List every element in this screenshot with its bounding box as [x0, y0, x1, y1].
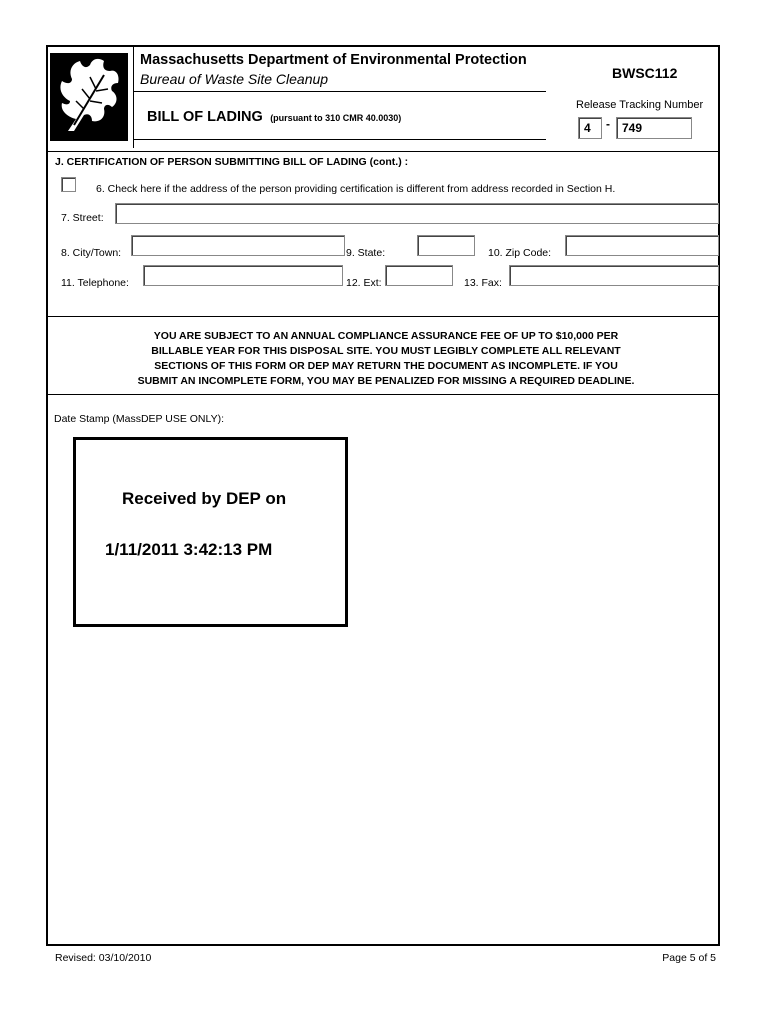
ext-field[interactable]	[385, 265, 453, 286]
fax-field[interactable]	[509, 265, 719, 286]
street-field[interactable]	[115, 203, 719, 224]
date-stamp-label: Date Stamp (MassDEP USE ONLY):	[54, 413, 224, 425]
rtn-region-field[interactable]: 4	[578, 117, 602, 139]
section-divider-notice-bottom	[46, 394, 720, 395]
city-label: 8. City/Town:	[61, 247, 122, 259]
revised-date: Revised: 03/10/2010	[55, 952, 152, 964]
state-label: 9. State:	[346, 247, 386, 259]
date-stamp-box	[73, 437, 348, 627]
fax-label: 13. Fax:	[464, 277, 502, 289]
section-divider-notice-top	[46, 316, 720, 317]
agency-title: Massachusetts Department of Environmental Protection	[140, 52, 527, 68]
logo-box	[46, 45, 134, 148]
form-title: BILL OF LADING	[147, 109, 263, 125]
zip-label: 10. Zip Code:	[488, 247, 552, 259]
received-datetime: 1/11/2011 3:42:13 PM	[105, 540, 273, 559]
notice-line-4: SUBMIT AN INCOMPLETE FORM, YOU MAY BE PENALIZED FOR MISSING A REQUIRED DEADLINE.	[137, 375, 635, 387]
received-text: Received by DEP on	[122, 489, 287, 508]
city-field[interactable]	[131, 235, 345, 256]
phone-field[interactable]	[143, 265, 343, 286]
notice-line-1: YOU ARE SUBJECT TO AN ANNUAL COMPLIANCE ASSURANCE FEE OF UP TO $10,000 PER	[153, 330, 619, 342]
form-citation: (pursuant to 310 CMR 40.0030)	[270, 113, 402, 123]
page-number: Page 5 of 5	[662, 952, 716, 964]
ext-label: 12. Ext:	[346, 277, 382, 289]
street-label: 7. Street:	[61, 212, 104, 224]
header-rule-lower	[134, 139, 546, 140]
compliance-notice	[60, 329, 712, 389]
item6-text: 6. Check here if the address of the person providing certification is different from address recorded in Section H.	[96, 183, 616, 195]
form-title-line	[147, 108, 401, 126]
phone-label: 11. Telephone:	[61, 277, 129, 289]
rtn-label: Release Tracking Number	[576, 99, 704, 111]
state-field[interactable]	[417, 235, 475, 256]
form-id: BWSC112	[612, 65, 678, 81]
notice-line-2: BILLABLE YEAR FOR THIS DISPOSAL SITE. YOU MUST LEGIBLY COMPLETE ALL RELEVANT	[151, 345, 621, 357]
section-j-heading: J. CERTIFICATION OF PERSON SUBMITTING BILL OF LADING (cont.) :	[55, 156, 409, 168]
bureau-title: Bureau of Waste Site Cleanup	[140, 71, 329, 87]
address-different-checkbox[interactable]	[61, 177, 76, 192]
notice-line-3: SECTIONS OF THIS FORM OR DEP MAY RETURN THE DOCUMENT AS INCOMPLETE. IF YOU	[154, 360, 618, 372]
rtn-number-field[interactable]: 749	[616, 117, 692, 139]
section-divider-top	[46, 151, 720, 152]
oak-leaf-icon	[46, 45, 132, 145]
rtn-separator: -	[606, 117, 610, 131]
header-rule-upper	[134, 91, 546, 92]
zip-field[interactable]	[565, 235, 719, 256]
